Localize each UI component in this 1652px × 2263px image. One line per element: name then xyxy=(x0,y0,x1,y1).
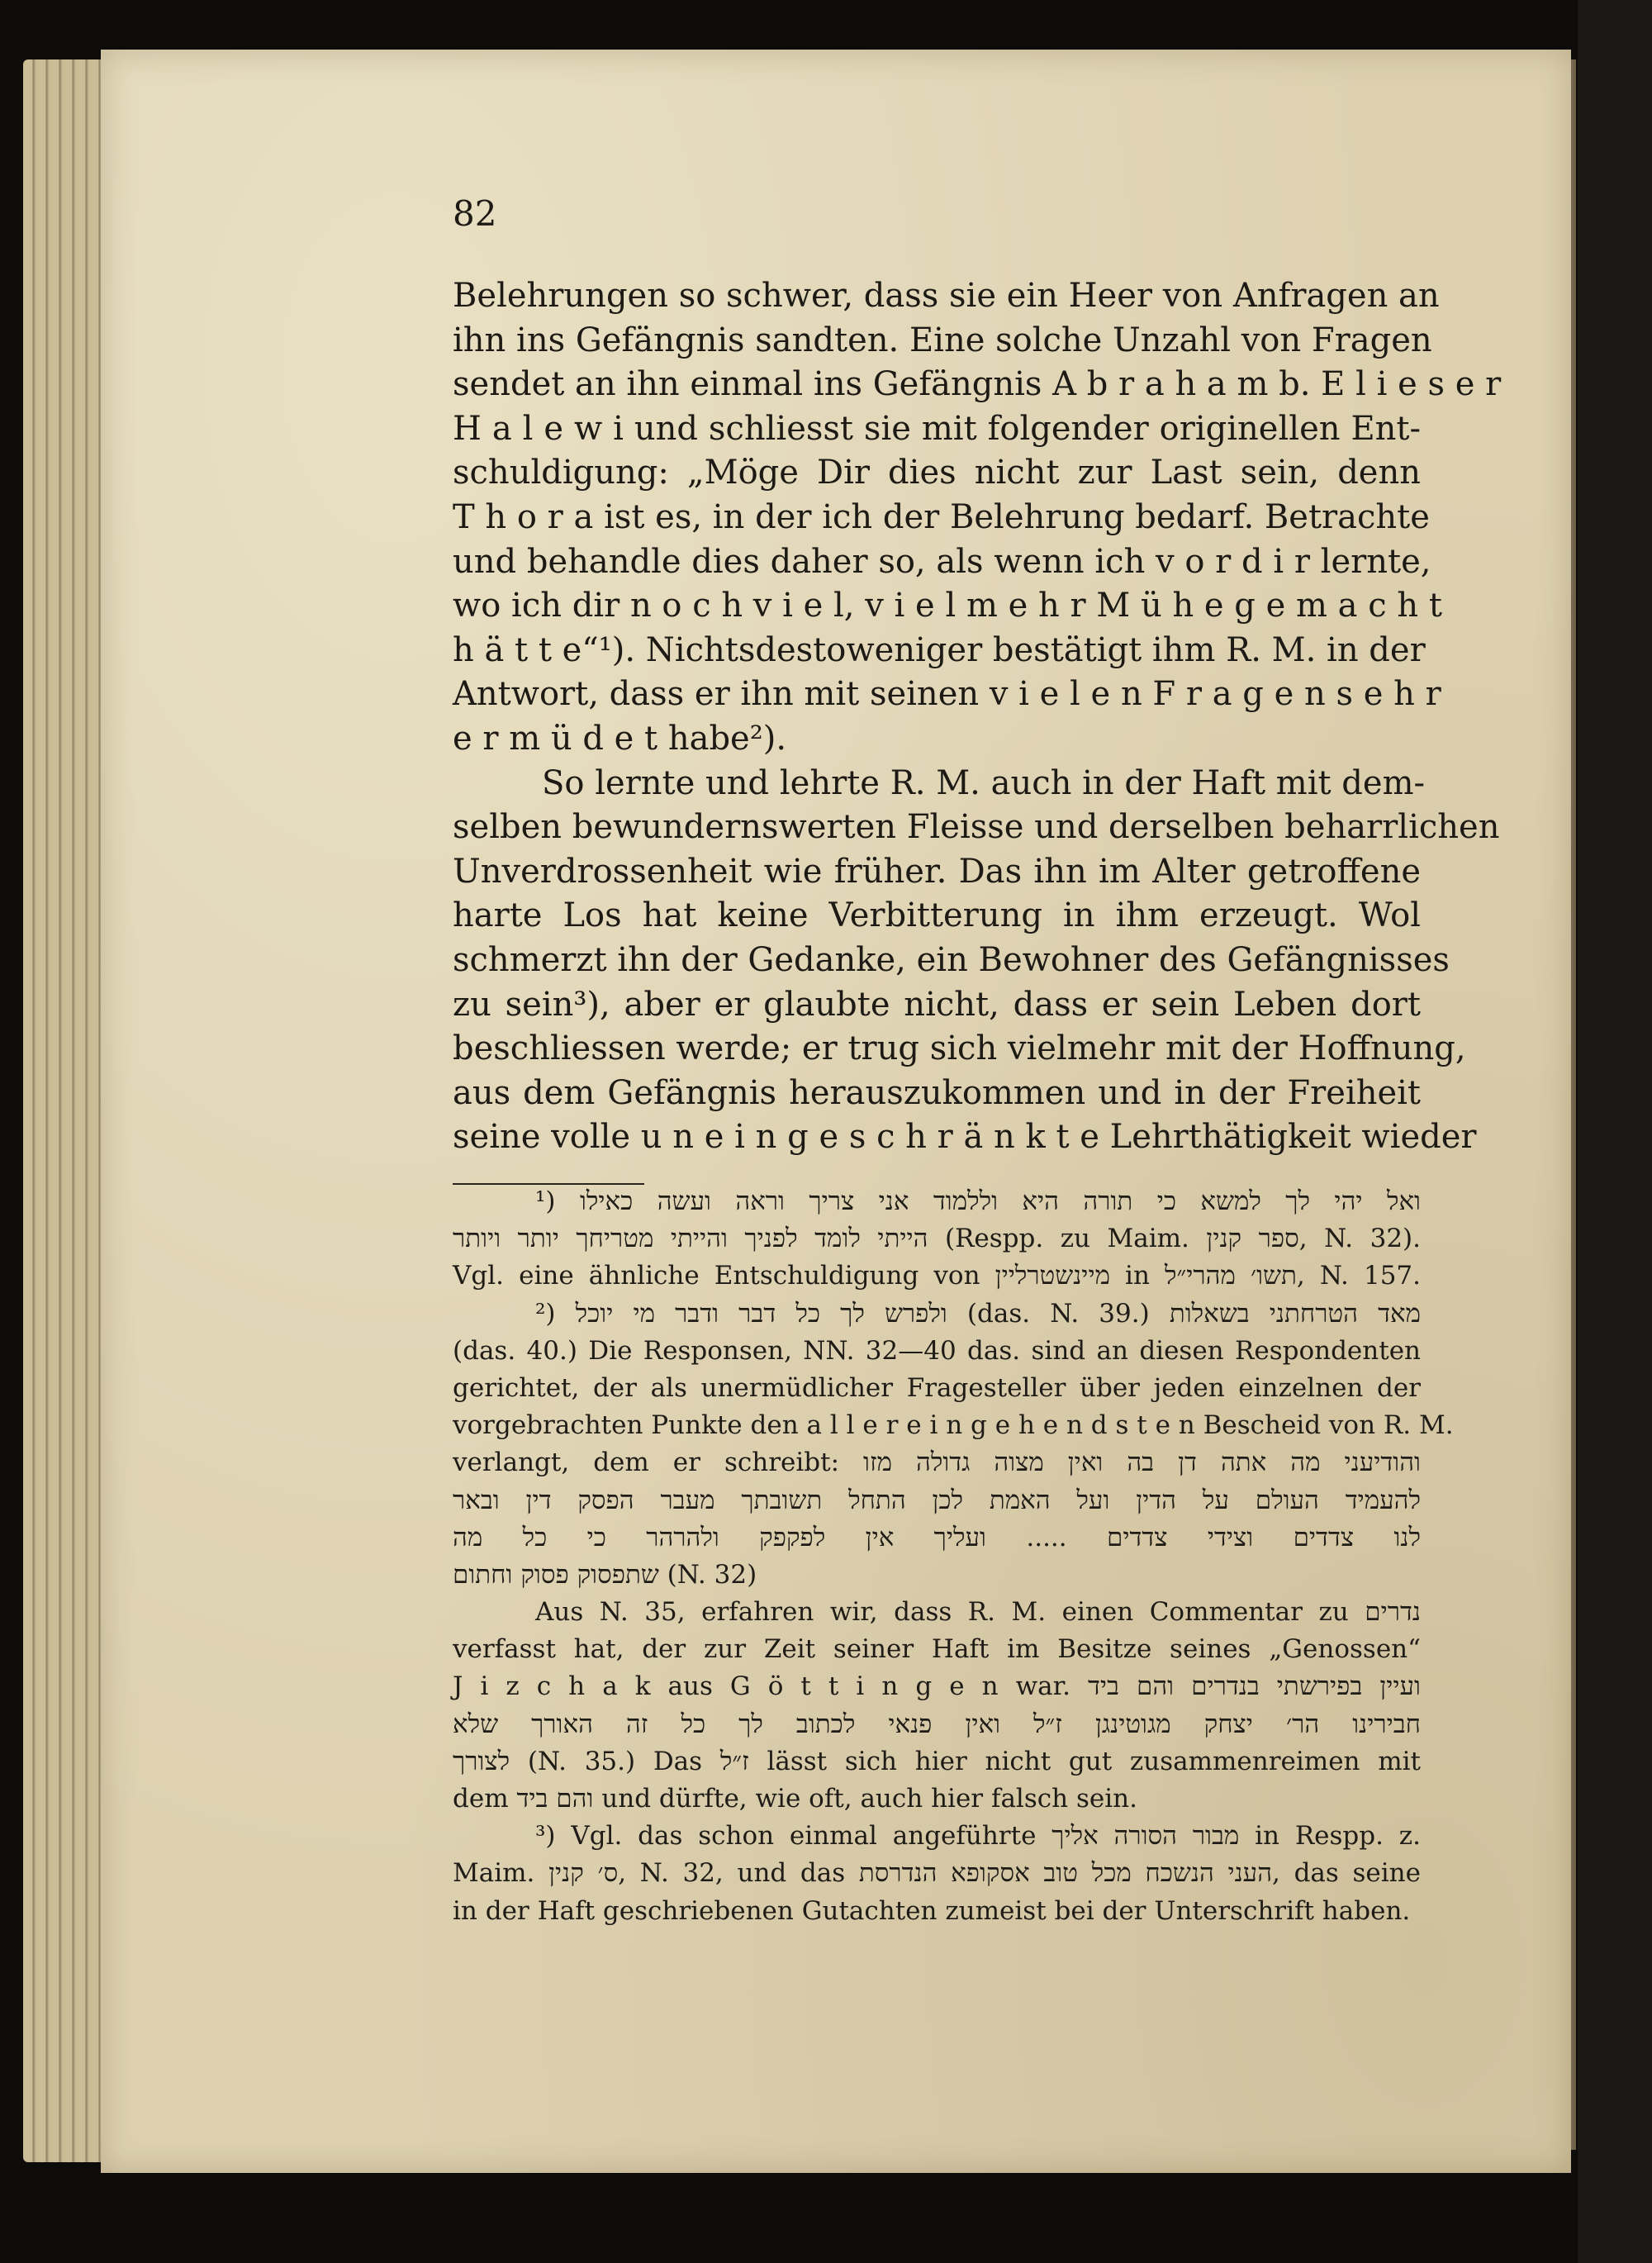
footnote-line: verlangt, dem er schreibt: והודיעני מה אתה דן בה ואין מצוה גדולה מזו xyxy=(453,1448,1421,1478)
text-line: H a l e w i und schliesst sie mit folgender originellen Ent- xyxy=(453,409,1421,448)
text-line: sendet an ihn einmal ins Gefängnis A b r a h a m b. E l i e s e r xyxy=(453,365,1502,404)
text-line: wo ich dir n o c h v i e l, v i e l m e h r M ü h e g e m a c h t xyxy=(453,587,1442,625)
text-line: schmerzt ihn der Gedanke, ein Bewohner des Gefängnisses xyxy=(453,940,1450,979)
footnote-line: לצורך (N. 35.) Das ז״ל lässt sich hier nicht gut zusammenreimen mit xyxy=(453,1746,1421,1776)
text-line: schuldigung: „Möge Dir dies nicht zur Last sein, denn xyxy=(453,454,1421,492)
text-line: zu sein³), aber er glaubte nicht, dass er sein Leben dort xyxy=(453,985,1421,1024)
text-line: beschliessen werde; er trug sich vielmehr mit der Hoffnung, xyxy=(453,1029,1466,1068)
footnote-line: in der Haft geschriebenen Gutachten zumeist bei der Unterschrift haben. xyxy=(453,1895,1411,1926)
text-line: So lernte und lehrte R. M. auch in der Haft mit dem- xyxy=(542,763,1426,802)
footnote-line: ¹) ואל יהי לך למשא כי תורה היא וללמוד אני צריך וראה ועשה כאילו xyxy=(535,1186,1421,1216)
text-line: ihn ins Gefängnis sandten. Eine solche Unzahl von Fragen xyxy=(453,321,1432,359)
footnote-line: ²) ולפרש לך כל דבר ודבר מי יוכל (das. N. 39.) מאד הטרחתני בשאלות xyxy=(535,1298,1421,1329)
page-number: 82 xyxy=(453,193,497,234)
footnote-line: Vgl. eine ähnliche Entschuldigung von מיינשטרליין in תשו׳ מהרי״ל, N. 157. xyxy=(453,1261,1421,1291)
footnote-line: להעמיד העולם על הדין ועל האמת לכן התחל תשובתך מעבר הפסק דין ובאר xyxy=(453,1485,1421,1515)
text-line: seine volle u n e i n g e s c h r ä n k t e Lehrthätigkeit wieder xyxy=(453,1118,1477,1157)
footnotes xyxy=(453,1183,1454,1930)
footnote-line: gerichtet, der als unermüdlicher Fragesteller über jeden einzelnen der xyxy=(453,1372,1421,1403)
footnote-line: ³) Vgl. das schon einmal angeführte מבור הסורה אליך in Respp. z. xyxy=(535,1821,1421,1852)
footnote-line: verfasst hat, der zur Zeit seiner Haft im Besitze seines „Genossen“ xyxy=(453,1634,1421,1665)
text-line: e r m ü d e t habe²). xyxy=(453,719,787,758)
footnote-line: dem והם ביד und dürfte, wie oft, auch hier falsch sein. xyxy=(453,1784,1137,1814)
footnote-line: vorgebrachten Punkte den a l l e r e i n g e h e n d s t e n Bescheid von R. M. xyxy=(453,1410,1454,1441)
text-line: harte Los hat keine Verbitterung in ihm erzeugt. Wol xyxy=(453,896,1421,935)
text-line: Antwort, dass er ihn mit seinen v i e l e n F r a g e n s e h r xyxy=(453,675,1441,714)
footnote-line: Maim. ס׳ קנין, N. 32, und das העני הנשכח מכל טוב אסקופא הנדרסת, das seine xyxy=(453,1858,1421,1889)
text-line: Unverdrossenheit wie früher. Das ihn im Alter getroffene xyxy=(453,852,1421,891)
footnote-line: הייתי לומד לפניך והייתי מטריחך יותר ויותר (Respp. zu Maim. ספר קנין, N. 32). xyxy=(453,1224,1421,1254)
text-line: T h o r a ist es, in der ich der Belehrung bedarf. Betrachte xyxy=(453,497,1430,536)
text-line: und behandle dies daher so, als wenn ich v o r d i r lernte, xyxy=(453,542,1431,581)
book-gutter xyxy=(1578,0,1652,2263)
footnote-line: (das. 40.) Die Responsen, NN. 32—40 das. sind an diesen Respondenten xyxy=(453,1335,1421,1366)
footnote-line: חבירינו הר׳ יצחק מגוטינגן ז״ל ואין פנאי לכתוב לך כל זה האורך שלא xyxy=(453,1709,1421,1739)
main-text xyxy=(453,274,1502,1160)
footnote-line: J i z c h a k aus G ö t t i n g e n war. ועיין בפירשתי בנדרים והם ביד xyxy=(453,1671,1421,1702)
text-line: h ä t t e“¹). Nichtsdestoweniger bestätigt ihm R. M. in der xyxy=(453,630,1426,669)
footnote-line: שתפסוק פסוק וחתום (N. 32) xyxy=(453,1559,757,1590)
text-line: aus dem Gefängnis herauszukommen und in der Freiheit xyxy=(453,1073,1421,1112)
footnote-line: לנו צדדים וצידי צדדים ..... ועליך אין לפקפק ולהרהר כי כל מה xyxy=(453,1522,1421,1552)
footnote-line: Aus N. 35, erfahren wir, dass R. M. einen Commentar zu נדרים xyxy=(535,1597,1421,1628)
text-line: Belehrungen so schwer, dass sie ein Heer von Anfragen an xyxy=(453,277,1440,315)
text-line: selben bewundernswerten Fleisse und derselben beharrlichen xyxy=(453,808,1500,847)
